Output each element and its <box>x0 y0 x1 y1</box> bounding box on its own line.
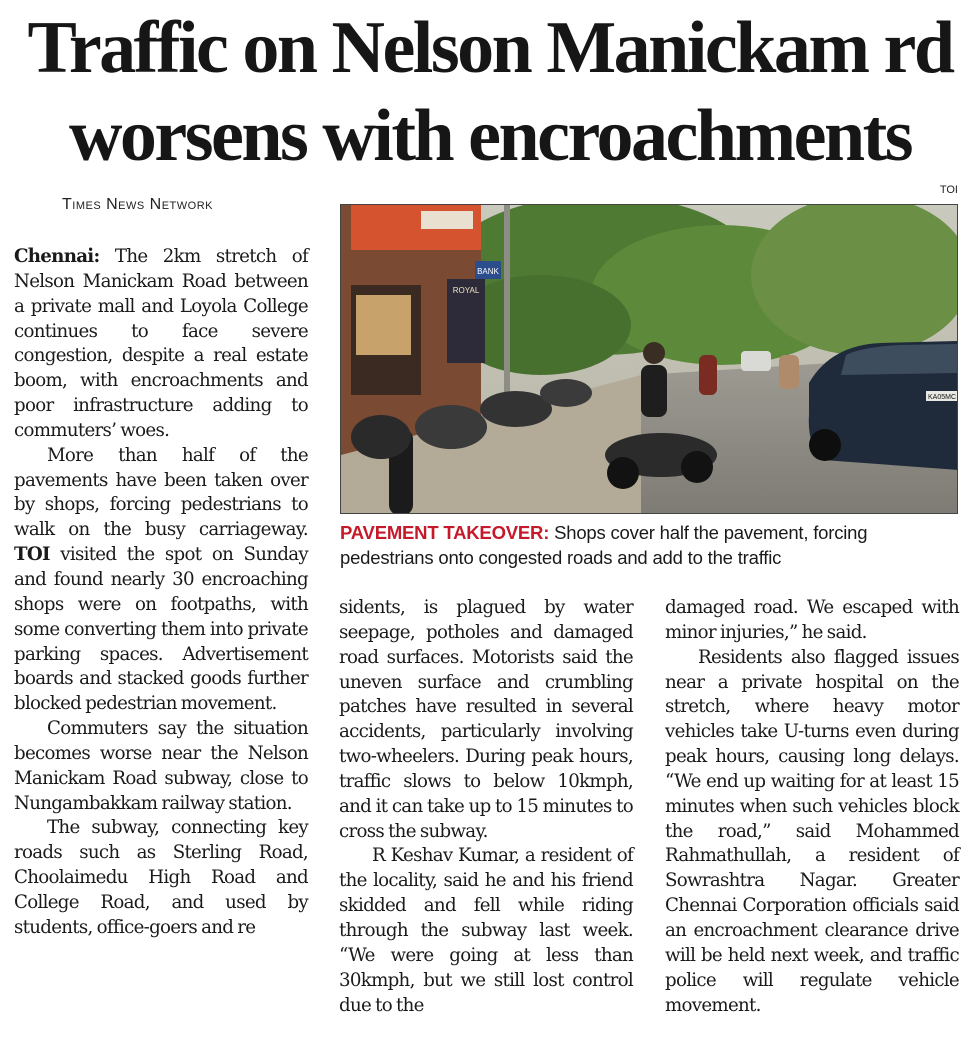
toi-mention: TOI <box>14 544 50 566</box>
sign-royal: ROYAL <box>452 286 480 295</box>
car-plate: KA05MC <box>927 394 957 401</box>
photo-caption <box>340 520 960 570</box>
paragraph-5-start: R Keshav Kumar, a resident of the locality, said he and his friend skidded and fell while riding through the subway last week. “We were going at less than 30kmph, but we still lost control due to the <box>339 845 633 1016</box>
paragraph-4-start: The subway, connecting key roads such as Sterling Road, Choolaimedu High Road and College Road, and used by students, office-goers and re <box>14 817 308 938</box>
headline-line-1: Traffic on Nelson Manickam rd <box>27 7 953 89</box>
paragraph-1 <box>14 245 308 444</box>
sign-bank: BANK <box>477 267 499 276</box>
article-column-3 <box>665 596 959 1018</box>
headline-line-2: worsens with encroachments <box>68 95 912 177</box>
dateline: Chennai: <box>14 246 100 267</box>
caption-text: Shops cover half the pavement, forcing pedestrians onto congested roads and add to the traffic <box>340 522 868 568</box>
headline <box>0 4 980 180</box>
news-photo <box>340 204 958 514</box>
caption-lead: PAVEMENT TAKEOVER: <box>340 522 550 543</box>
paragraph-2-part-a: More than half of the pavements have been taken over by shops, forcing pedestrians to walk on the busy carriageway. <box>14 444 308 541</box>
article-column-1 <box>14 245 308 941</box>
paragraph-1-text: The 2km stretch of Nelson Manickam Road between a private mall and Loyola College continues to face severe congestion, despite a real estate boom, with encroachments and poor infrastructure adding to commuters’ woes. <box>14 246 308 441</box>
paragraph-2-part-b: visited the spot on Sunday and found nearly 30 encroaching shops were on footpaths, with some converting them into private parking spaces. Advertisement boards and stacked goods further blocked pedestrian movement. <box>14 544 308 715</box>
byline: Times News Network <box>62 196 213 213</box>
paragraph-5-end: damaged road. We escaped with minor injuries,” he said. <box>665 597 959 643</box>
paragraph-3: Commuters say the situation becomes worse near the Nelson Manickam Road subway, close to Nungambakkam railway station. <box>14 718 308 814</box>
paragraph-6: Residents also flagged issues near a private hospital on the stretch, where heavy motor vehicles take U-turns even during peak hours, causing long delays. “We end up waiting for at least 15 minutes when such vehicles block the road,” said Mohammed Rahmathullah, a resident of Sowrashtra Nagar. Greater Chennai Corporation officials said an encroachment clearance drive will be held next week, and traffic police will regulate vehicle movement. <box>665 646 959 1016</box>
paragraph-2 <box>14 444 308 717</box>
photo-credit: TOI <box>939 184 958 196</box>
article-column-2 <box>339 596 633 1018</box>
paragraph-4-end: sidents, is plagued by water seepage, potholes and damaged road surfaces. Motorists said the uneven surface and crumbling patches have resulted in several accidents, particularly involving two-wheelers. During peak hours, traffic slows to below 10kmph, and it can take up to 15 minutes to cross the subway. <box>339 597 633 842</box>
